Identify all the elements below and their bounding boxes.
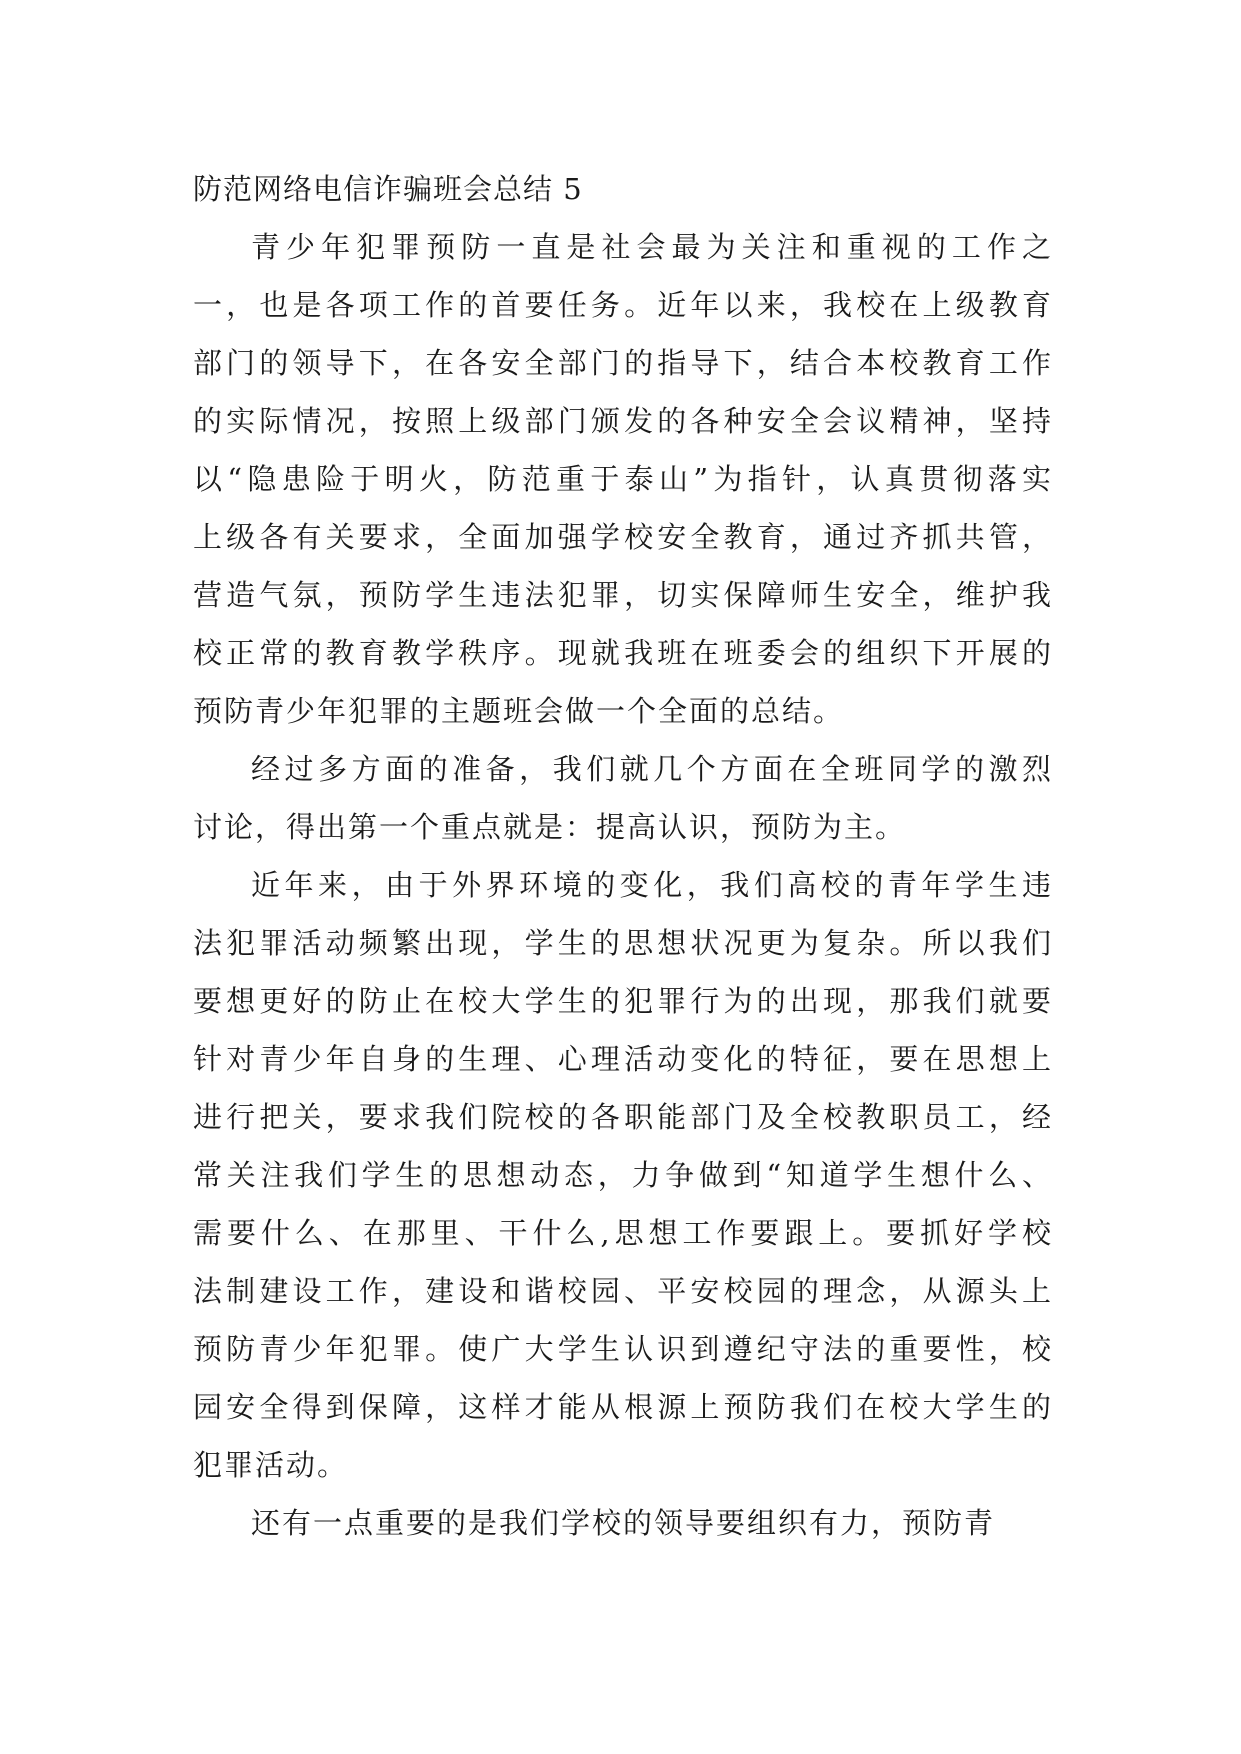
text-line: 法制建设工作，建设和谐校园、平安校园的理念，从源头上 <box>193 1274 1053 1308</box>
text-line: 需要什么、在那里、干什么,思想工作要跟上。要抓好学校 <box>193 1216 1053 1250</box>
text-line: 法犯罪活动频繁出现，学生的思想状况更为复杂。所以我们 <box>193 926 1053 960</box>
text-line: 部门的领导下，在各安全部门的指导下，结合本校教育工作 <box>193 346 1053 380</box>
text-line: 要想更好的防止在校大学生的犯罪行为的出现，那我们就要 <box>193 984 1053 1018</box>
text-line: 一，也是各项工作的首要任务。近年以来，我校在上级教育 <box>193 288 1053 322</box>
text-line: 讨论，得出第一个重点就是：提高认识，预防为主。 <box>193 810 907 844</box>
text-line: 校正常的教育教学秩序。现就我班在班委会的组织下开展的 <box>193 636 1053 670</box>
text-line: 常关注我们学生的思想动态，力争做到“知道学生想什么、 <box>193 1158 1053 1192</box>
text-line: 预防青少年犯罪。使广大学生认识到遵纪守法的重要性，校 <box>193 1332 1053 1366</box>
document-body <box>193 160 1053 1552</box>
text-line: 营造气氛，预防学生违法犯罪，切实保障师生安全，维护我 <box>193 578 1053 612</box>
text-line: 园安全得到保障，这样才能从根源上预防我们在校大学生的 <box>193 1390 1053 1424</box>
text-line: 经过多方面的准备，我们就几个方面在全班同学的激烈 <box>251 752 1053 786</box>
text-line: 以“隐患险于明火，防范重于泰山”为指针，认真贯彻落实 <box>193 462 1053 496</box>
paragraph-3 <box>193 856 1053 1494</box>
text-line: 预防青少年犯罪的主题班会做一个全面的总结。 <box>193 694 845 728</box>
paragraph-4 <box>193 1494 1053 1552</box>
paragraph-2 <box>193 740 1053 856</box>
text-line: 青少年犯罪预防一直是社会最为关注和重视的工作之 <box>251 230 1053 264</box>
text-line: 的实际情况，按照上级部门颁发的各种安全会议精神，坚持 <box>193 404 1053 438</box>
text-line: 进行把关，要求我们院校的各职能部门及全校教职员工，经 <box>193 1100 1053 1134</box>
text-line: 上级各有关要求，全面加强学校安全教育，通过齐抓共管， <box>193 520 1053 554</box>
paragraph-1 <box>193 218 1053 740</box>
text-line: 犯罪活动。 <box>193 1448 349 1482</box>
text-line: 还有一点重要的是我们学校的领导要组织有力，预防青 <box>251 1506 996 1540</box>
text-line: 针对青少年自身的生理、心理活动变化的特征，要在思想上 <box>193 1042 1053 1076</box>
document-title: 防范网络电信诈骗班会总结 5 <box>193 172 583 206</box>
text-line: 近年来，由于外界环境的变化，我们高校的青年学生违 <box>251 868 1053 902</box>
